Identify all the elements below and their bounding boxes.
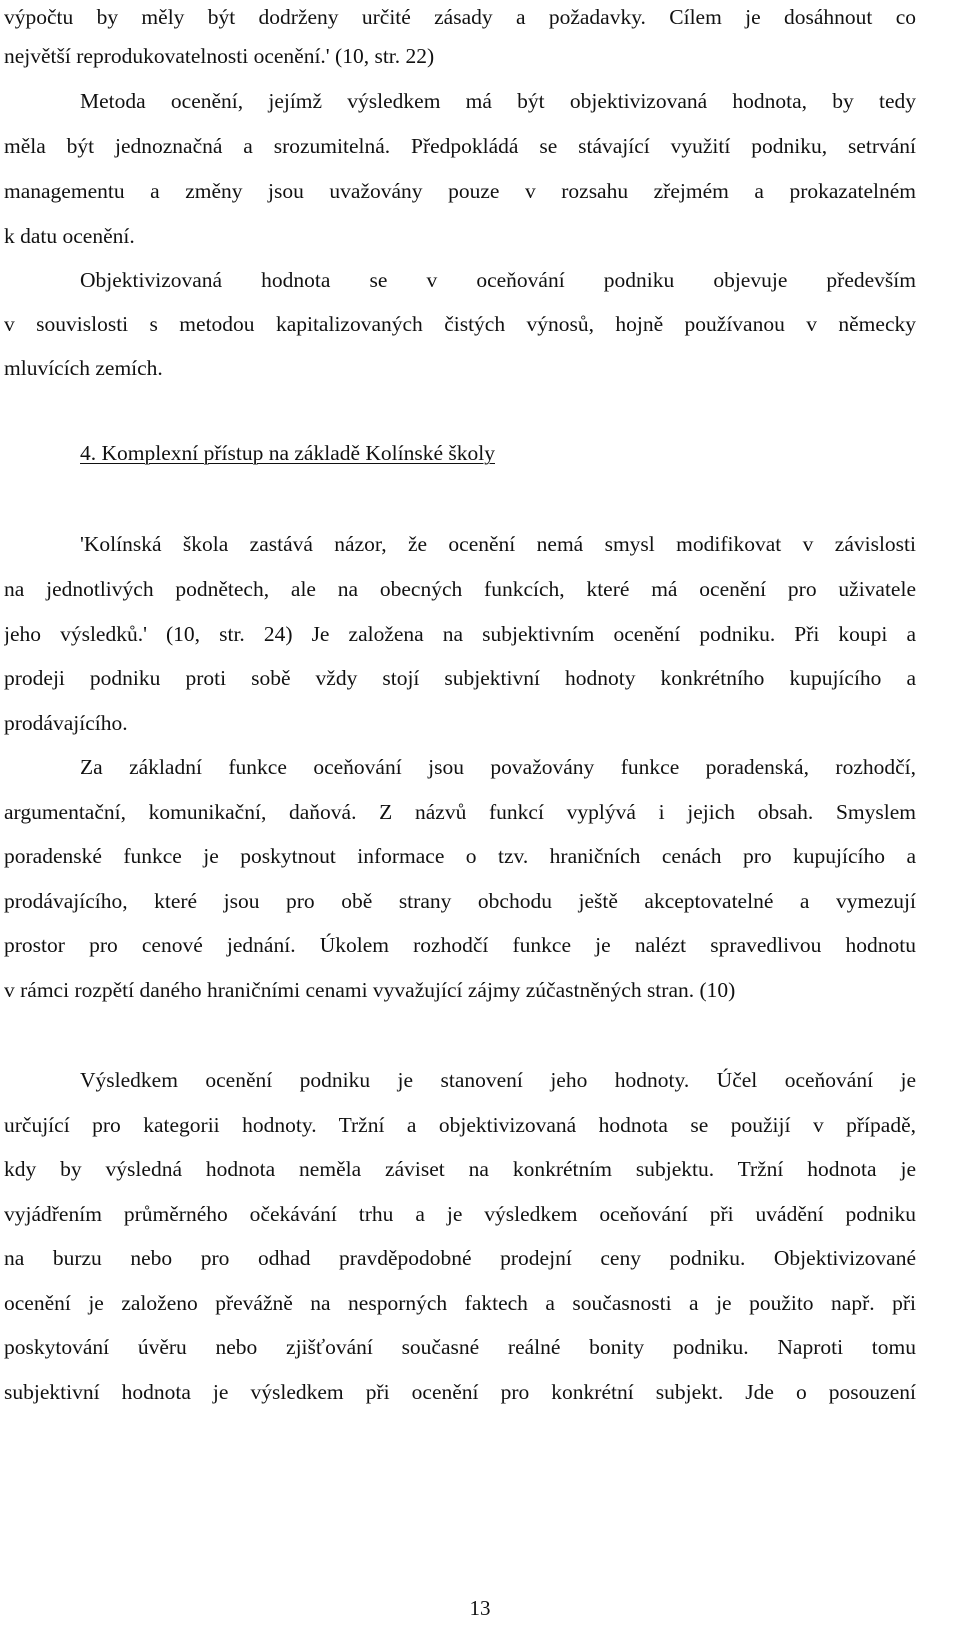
text-line: měla být jednoznačná a srozumitelná. Předpokládá se stávající využití podniku, setrvání (4, 134, 916, 158)
text-line: 'Kolínská škola zastává názor, že ocenění nemá smysl modifikovat v závislosti (80, 532, 916, 556)
text-line: ocenění je založeno převážně na nesporných faktech a současnosti a je použito např. při (4, 1291, 916, 1315)
text-line: Výsledkem ocenění podniku je stanovení jeho hodnoty. Účel oceňování je (80, 1068, 916, 1092)
text-line: určující pro kategorii hodnoty. Tržní a objektivizovaná hodnota se použijí v případě, (4, 1113, 916, 1137)
text-line: Objektivizovaná hodnota se v oceňování podniku objevuje především (80, 268, 916, 292)
page-number: 13 (469, 1596, 491, 1620)
section-heading: 4. Komplexní přístup na základě Kolínské školy (80, 441, 495, 465)
text-line: kdy by výsledná hodnota neměla záviset na konkrétním subjektu. Tržní hodnota je (4, 1157, 916, 1181)
text-line: k datu ocenění. (4, 224, 135, 248)
text-line: mluvících zemích. (4, 356, 163, 380)
text-line: největší reprodukovatelnosti ocenění.' (10, str. 22) (4, 44, 435, 68)
text-line: prodávajícího. (4, 711, 128, 735)
text-line: poskytování úvěru nebo zjišťování současné reálné bonity podniku. Naproti tomu (4, 1335, 916, 1359)
text-line: subjektivní hodnota je výsledkem při ocenění pro konkrétní subjekt. Jde o posouzení (4, 1380, 916, 1404)
text-line: poradenské funkce je poskytnout informace o tzv. hraničních cenách pro kupujícího a (4, 844, 916, 868)
text-line: jeho výsledků.' (10, str. 24) Je založena na subjektivním ocenění podniku. Při koupi a (4, 622, 916, 646)
text-line: na jednotlivých podnětech, ale na obecných funkcích, které má ocenění pro uživatele (4, 577, 916, 601)
text-line: v rámci rozpětí daného hraničními cenami vyvažující zájmy zúčastněných stran. (10) (4, 978, 736, 1002)
text-line: argumentační, komunikační, daňová. Z názvů funkcí vyplývá i jejich obsah. Smyslem (4, 800, 916, 824)
text-line: prodávajícího, které jsou pro obě strany obchodu ještě akceptovatelné a vymezují (4, 889, 916, 913)
text-line: v souvislosti s metodou kapitalizovaných čistých výnosů, hojně používanou v německy (4, 312, 916, 336)
text-line: prostor pro cenové jednání. Úkolem rozhodčí funkce je nalézt spravedlivou hodnotu (4, 933, 916, 957)
text-line: Za základní funkce oceňování jsou považovány funkce poradenská, rozhodčí, (80, 755, 916, 779)
text-line: vyjádřením průměrného očekávání trhu a je výsledkem oceňování při uvádění podniku (4, 1202, 916, 1226)
text-line: prodeji podniku proti sobě vždy stojí subjektivní hodnoty konkrétního kupujícího a (4, 666, 916, 690)
text-line: managementu a změny jsou uvažovány pouze v rozsahu zřejmém a prokazatelném (4, 179, 916, 203)
text-line: Metoda ocenění, jejímž výsledkem má být objektivizovaná hodnota, by tedy (80, 89, 916, 113)
text-line: výpočtu by měly být dodrženy určité zásady a požadavky. Cílem je dosáhnout co (4, 5, 916, 29)
text-line: na burzu nebo pro odhad pravděpodobné prodejní ceny podniku. Objektivizované (4, 1246, 916, 1270)
